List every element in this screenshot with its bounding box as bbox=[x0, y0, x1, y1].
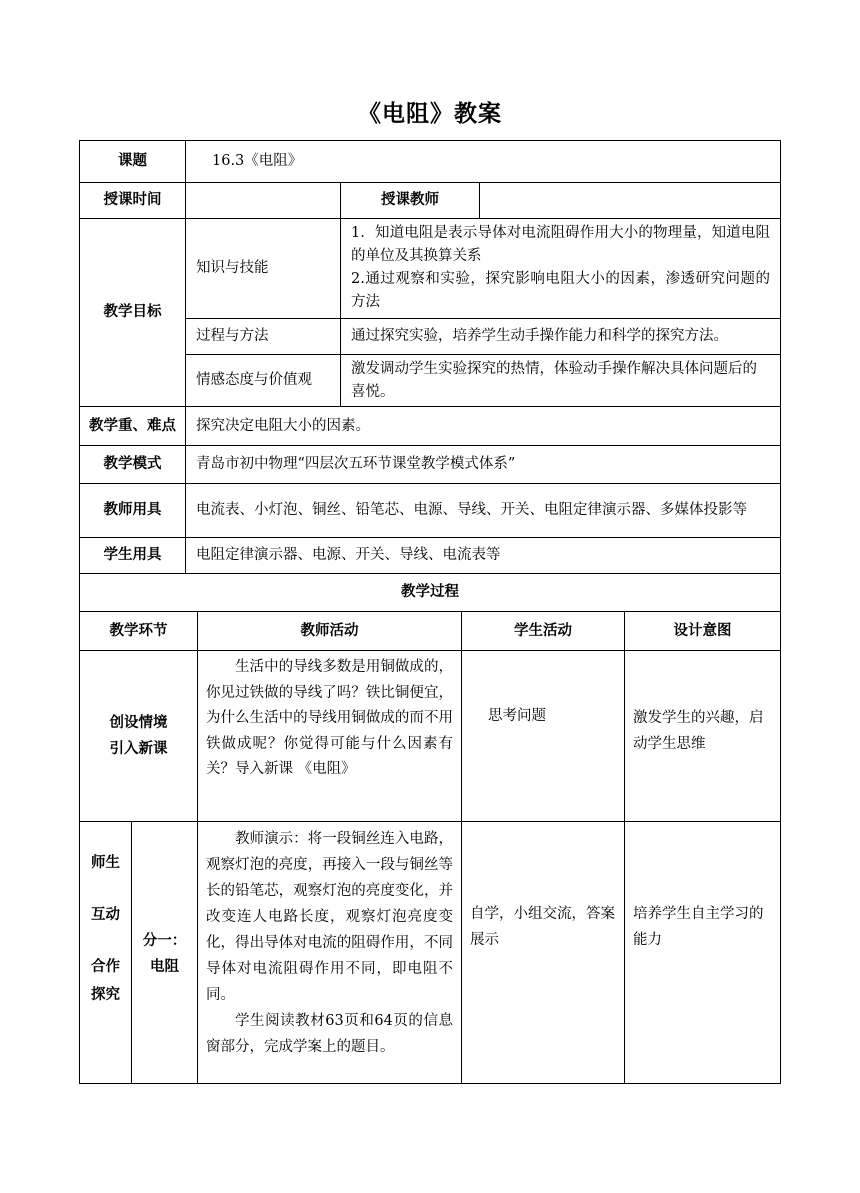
header-stage: 教学环节 bbox=[109, 622, 168, 639]
knowledge-text bbox=[341, 219, 780, 318]
emotion-label: 情感态度与价值观 bbox=[196, 372, 312, 388]
stage-intro bbox=[80, 651, 197, 821]
process-method-text: 通过探究实验，培养学生动手操作能力和科学的探究方法。 bbox=[351, 328, 728, 344]
design-intent-interaction: 培养学生自主学习的能力 bbox=[633, 906, 764, 948]
process-title: 教学过程 bbox=[401, 584, 459, 600]
teacher-activity-interaction bbox=[198, 822, 461, 1083]
stage-intro-line-1: 创设情境 bbox=[109, 715, 168, 731]
stage-interaction-line-2: 互动 bbox=[91, 907, 120, 923]
teacher-activity-paragraph-2: 学生阅读教材63页和64页的信息窗部分，完成学案上的题目。 bbox=[206, 1013, 453, 1055]
teacher-activity-intro: 生活中的导线多数是用铜做成的，你见过铁做的导线了吗？铁比铜便宜，为什么生活中的导线用铜做成的而不用铁做成呢？你觉得可能与什么因素有关？导入新课 《电阻》 bbox=[206, 659, 453, 777]
teacher-value bbox=[480, 183, 780, 218]
time-label: 授课时间 bbox=[103, 192, 162, 208]
teacher-tools-text: 电流表、小灯泡、铜丝、铅笔芯、电源、导线、开关、电阻定律演示器、多媒体投影等 bbox=[196, 502, 747, 518]
mode-label: 教学模式 bbox=[103, 456, 162, 472]
teacher-activity-paragraph-1: 教师演示：将一段铜丝连入电路，观察灯泡的亮度，再接入一段与铜丝等长的铅笔芯，观察灯泡的亮度变化，并改变连人电路长度，观察灯泡亮度变化，得出导体对电流的阻碍作用，不同导体对电流阻碍作用不同，即电阻不同。 bbox=[206, 831, 453, 1003]
goals-label: 教学目标 bbox=[103, 304, 162, 320]
header-design-intent: 设计意图 bbox=[673, 622, 732, 639]
stage-sub-line-1: 分一： bbox=[142, 933, 187, 949]
student-activity-interaction: 自学，小组交流，答案展示 bbox=[470, 906, 615, 948]
student-tools-text: 电阻定律演示器、电源、开关、导线、电流表等 bbox=[196, 547, 501, 563]
process-method-label: 过程与方法 bbox=[196, 328, 269, 344]
stage-sub-resistance bbox=[132, 822, 197, 1083]
knowledge-label: 知识与技能 bbox=[196, 260, 269, 276]
knowledge-item-2: 2.通过观察和实验，探究影响电阻大小的因素，渗透研究问题的方法 bbox=[351, 271, 770, 310]
design-intent-intro: 激发学生的兴趣，启动学生思维 bbox=[633, 710, 764, 752]
key-points-text: 探究决定电阻大小的因素。 bbox=[196, 417, 370, 434]
stage-interaction-line-4: 探究 bbox=[91, 987, 120, 1003]
stage-sub-line-2: 电阻 bbox=[150, 959, 179, 975]
emotion-text: 激发调动学生实验探究的热情，体验动手操作解决具体问题后的喜悦。 bbox=[351, 360, 757, 400]
header-student-activity: 学生活动 bbox=[514, 622, 572, 639]
topic-label: 课题 bbox=[118, 153, 147, 169]
document-title: 《电阻》教案 bbox=[358, 101, 502, 127]
topic-value: 16.3《电阻》 bbox=[212, 153, 303, 169]
stage-interaction-line-3: 合作 bbox=[91, 959, 120, 975]
student-tools-label: 学生用具 bbox=[103, 547, 162, 563]
student-activity-intro: 思考问题 bbox=[488, 707, 546, 724]
stage-interaction-line-1: 师生 bbox=[91, 855, 120, 871]
knowledge-item-1: 1．知道电阻是表示导体对电流阻碍作用大小的物理量，知道电阻的单位及其换算关系 bbox=[351, 225, 770, 264]
time-value bbox=[186, 183, 340, 218]
key-points-label: 教学重、难点 bbox=[89, 417, 176, 434]
teacher-label: 授课教师 bbox=[381, 192, 439, 208]
mode-text: 青岛市初中物理“四层次五环节课堂教学模式体系” bbox=[196, 456, 516, 472]
header-teacher-activity: 教师活动 bbox=[300, 622, 359, 639]
stage-interaction bbox=[80, 822, 131, 1083]
stage-intro-line-2: 引入新课 bbox=[109, 741, 168, 757]
teacher-tools-label: 教师用具 bbox=[103, 502, 162, 518]
